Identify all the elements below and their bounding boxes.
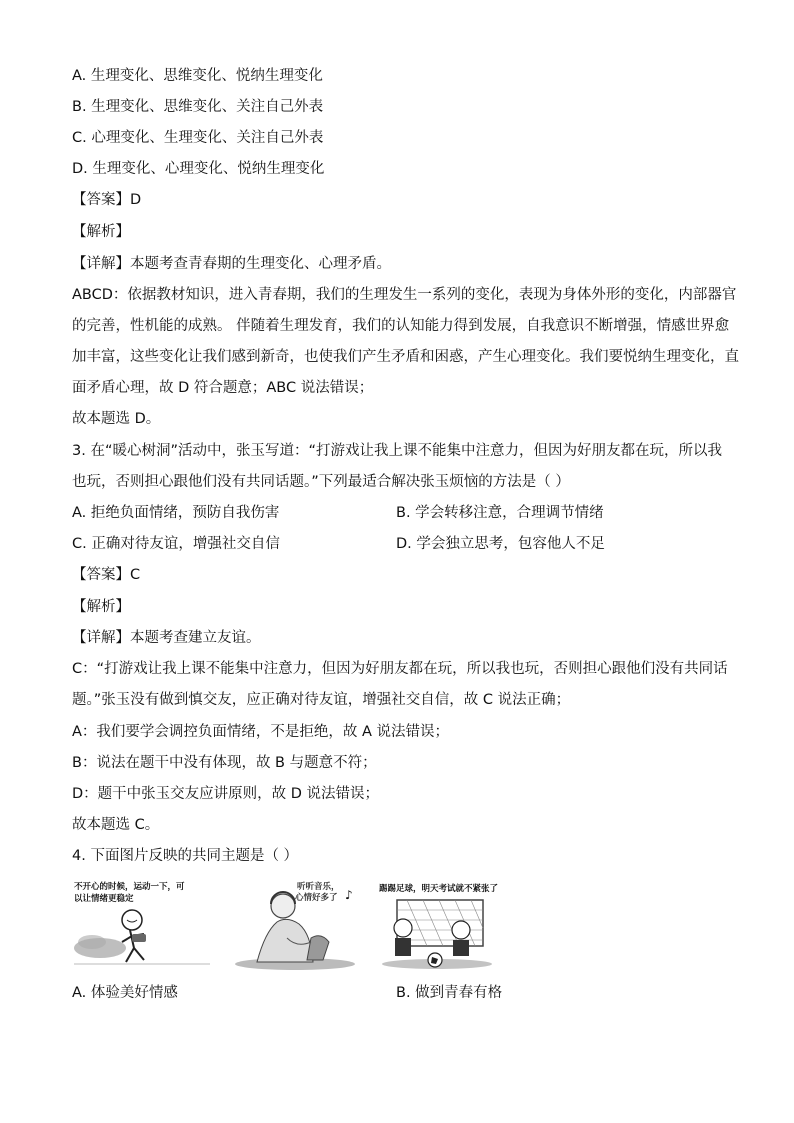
q3-detail [72,628,261,648]
answer-label: 【答案】 [72,567,130,583]
q3-option-c: C. 正确对待友谊，增强社交自信 [72,536,280,552]
detail-intro: 本题考查建立友谊。 [130,630,261,646]
q2-answer [72,190,141,210]
music-note-icon: ♪ [345,888,353,902]
q4-option-a: A. 体验美好情感 [72,985,178,1001]
answer-label: 【答案】 [72,192,130,208]
q4-illustrations [72,878,512,968]
pic1-caption-line2: 以让情绪更稳定 [74,894,134,904]
running-figure-drawing [72,878,212,970]
q4-option-b: B. 做到青春有格 [396,985,503,1001]
q2-analysis-label: 【解析】 [72,224,130,240]
q3-conclusion: 故本题选 C。 [72,817,160,833]
q3-analysis-label: 【解析】 [72,599,130,615]
q2-detail-line: 面矛盾心理，故 D 符合题意；ABC 说法错误； [72,380,374,396]
detail-intro: 本题考查青春期的生理变化、心理矛盾。 [130,256,391,272]
answer-value: C [130,567,141,583]
q2-option-b: B. 生理变化、思维变化、关注自己外表 [72,99,324,115]
q2-detail [72,254,391,274]
q3-option-b: B. 学会转移注意，合理调节情绪 [396,505,604,521]
music-figure-drawing [227,878,362,970]
pic2-caption-line1: 听听音乐， [297,882,340,892]
detail-label: 【详解】 [72,256,130,272]
q3-detail-line: C：“打游戏让我上课不能集中注意力，但因为好朋友都在玩，所以我也玩，否则担心跟他们没有共同话 [72,661,728,677]
pic3-caption: 踢踢足球，明天考试就不紧张了 [379,884,499,894]
q3-stem-line: 也玩，否则担心跟他们没有共同话题。”下列最适合解决张玉烦恼的方法是（ ） [72,474,570,490]
q2-option-a: A. 生理变化、思维变化、悦纳生理变化 [72,68,323,84]
q2-detail-line: ABCD：依据教材知识，进入青春期，我们的生理发生一系列的变化，表现为身体外形的变化，内部器官 [72,287,737,303]
q3-detail-line: 题。”张玉没有做到慎交友，应正确对待友谊，增强社交自信，故 C 说法正确； [72,692,571,708]
illustration-football [377,878,512,970]
q2-detail-line: 加丰富，这些变化让我们感到新奇，也使我们产生矛盾和困惑，产生心理变化。我们要悦纳生理变化，直 [72,349,739,365]
q3-option-a: A. 拒绝负面情绪，预防自我伤害 [72,505,280,521]
pic2-caption-line2: 心情好多了 [295,893,338,903]
answer-value: D [130,192,142,208]
illustration-running [72,878,212,970]
q3-answer [72,565,140,585]
q2-conclusion: 故本题选 D。 [72,411,161,427]
q3-detail-line: A：我们要学会调控负面情绪，不是拒绝，故 A 说法错误； [72,724,450,740]
q2-option-c: C. 心理变化、生理变化、关注自己外表 [72,130,324,146]
detail-label: 【详解】 [72,630,130,646]
pic1-caption-line1: 不开心的时候，运动一下，可 [74,882,185,892]
q3-detail-line: B：说法在题干中没有体现，故 B 与题意不符； [72,755,377,771]
q2-option-d: D. 生理变化、心理变化、悦纳生理变化 [72,161,325,177]
illustration-music [227,878,362,970]
q3-stem-line: 3. 在“暖心树洞”活动中，张玉写道：“打游戏让我上课不能集中注意力，但因为好朋友都在玩，所以我 [72,443,722,459]
q2-detail-line: 的完善，性机能的成熟。 伴随着生理发育，我们的认知能力得到发展，自我意识不断增强，情感世界愈 [72,318,730,334]
q3-detail-line: D：题干中张玉交友应讲原则，故 D 说法错误； [72,786,380,802]
q4-stem: 4. 下面图片反映的共同主题是（ ） [72,848,299,864]
q3-option-d: D. 学会独立思考，包容他人不足 [396,536,605,552]
football-figure-drawing [377,878,512,970]
